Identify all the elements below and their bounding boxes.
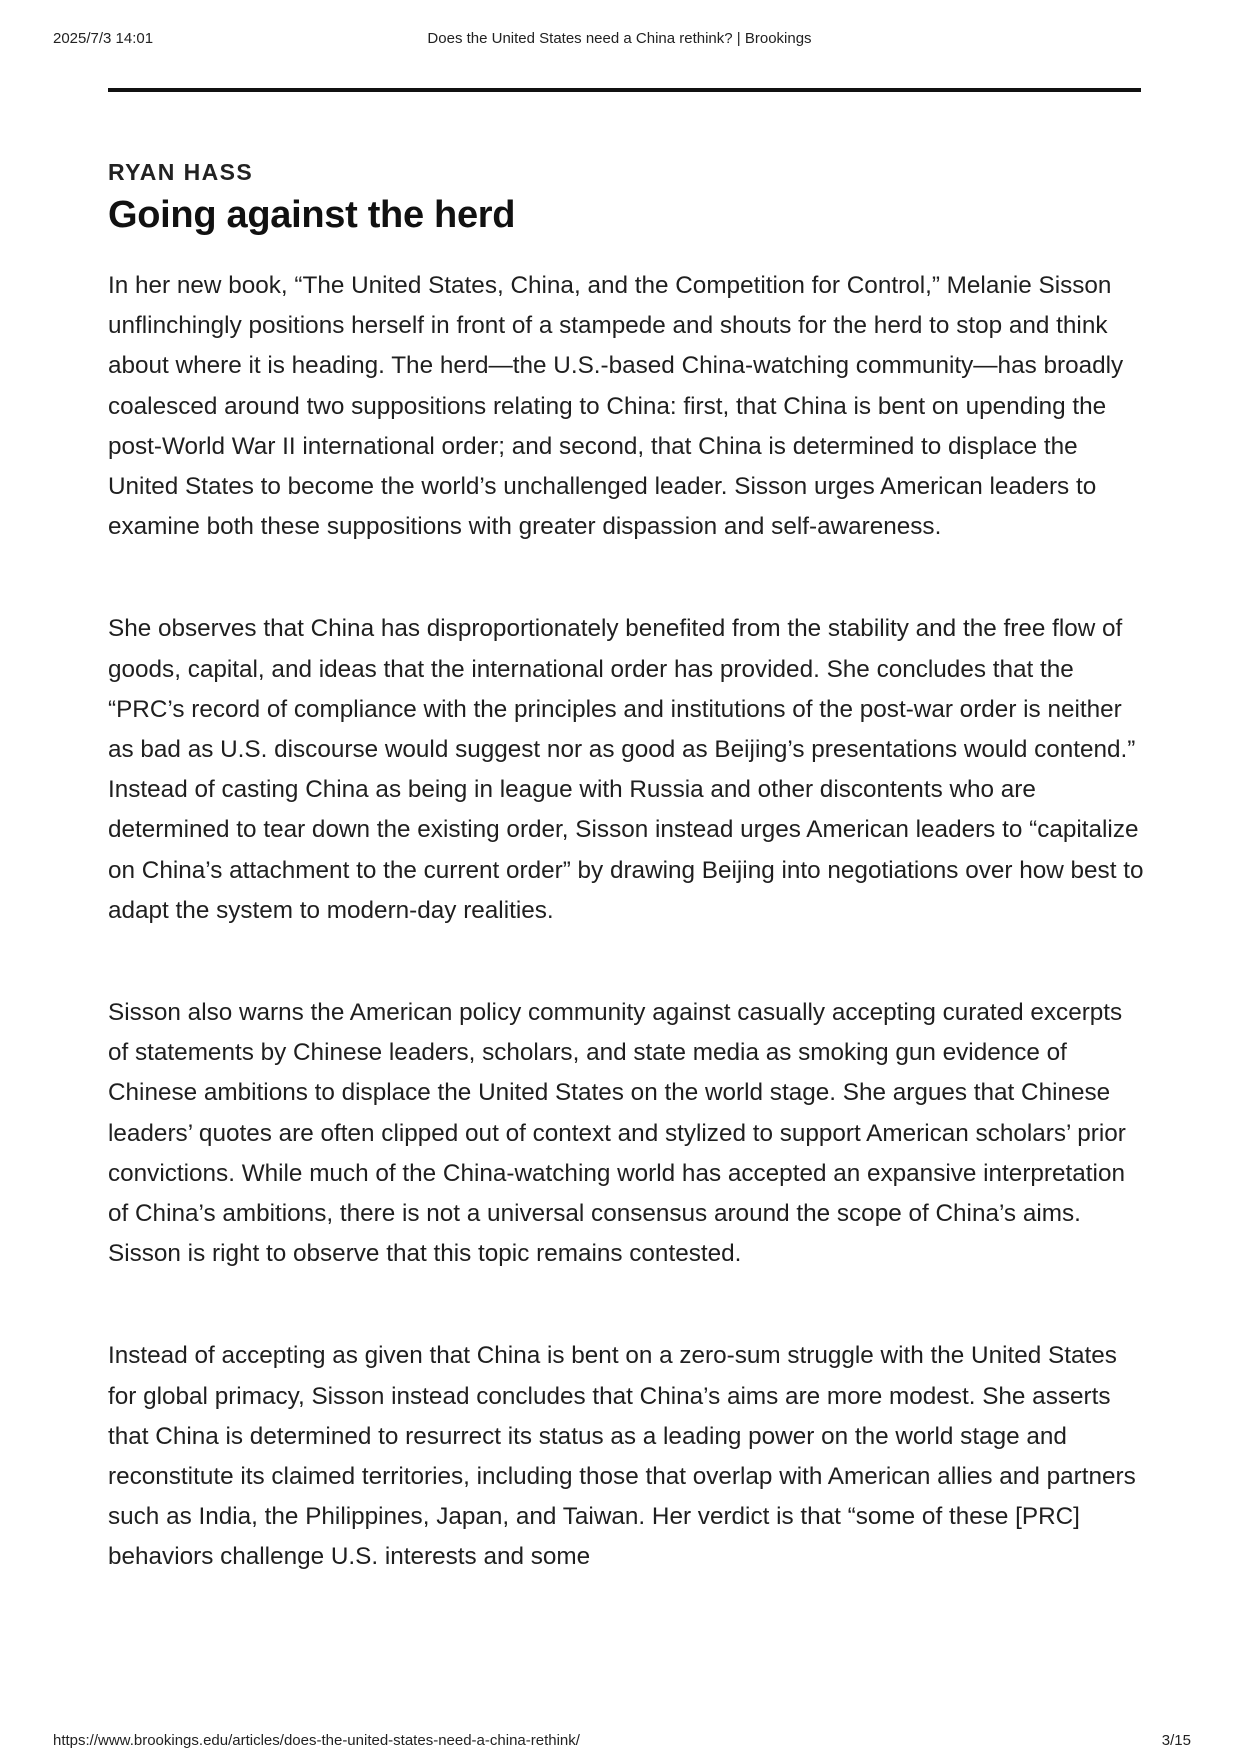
paragraph-1: In her new book, “The United States, China, and the Competition for Control,” Melanie Sisson unflinchingly positions herself in front of a stampede and shouts for the herd to stop and think about where it is heading. The herd—the U.S.-based China-watching community—has broadly coalesced around two suppositions relating to China: first, that China is bent on upending the post-World War II international order; and second, that China is determined to displace the United States to become the world’s unchallenged leader. Sisson urges American leaders to examine both these suppositions with greater dispassion and self-awareness.	[108, 272, 1124, 541]
paragraph-2: She observes that China has disproportionately benefited from the stability and the free flow of goods, capital, and ideas that the international order has provided. She concludes that the “PRC’s record of compliance with the principles and institutions of the post-war order is neither as bad as U.S. discourse would suggest nor as good as Beijing’s presentations would contend.” Instead of casting China as being in league with Russia and other discontents who are determined to tear down the existing order, Sisson instead urges American leaders to “capitalize on China’s attachment to the current order” by drawing Beijing into negotiations over how best to adapt the system to modern-day realities.	[108, 615, 1144, 924]
paragraph-4: Instead of accepting as given that China is bent on a zero-sum struggle with the United States for global primacy, Sisson instead concludes that China’s aims are more modest. She asserts that China is determined to resurrect its status as a leading power on the world stage and reconstitute its claimed territories, including those that overlap with American allies and partners such as India, the Philippines, Japan, and Taiwan. Her verdict is that “some of these [PRC] behaviors challenge U.S. interests and some	[108, 1342, 1136, 1571]
paragraph-3: Sisson also warns the American policy community against casually accepting curated excerpts of statements by Chinese leaders, scholars, and state media as smoking gun evidence of Chinese ambitions to displace the United States on the world stage. She argues that Chinese leaders’ quotes are often clipped out of context and stylized to support American scholars’ prior convictions. While much of the China-watching world has accepted an expansive interpretation of China’s ambitions, there is not a universal consensus around the scope of China’s aims. Sisson is right to observe that this topic remains contested.	[108, 999, 1126, 1268]
print-page-number: 3/15	[1161, 1732, 1191, 1749]
author-name: RYAN HASS	[108, 159, 254, 185]
article-section	[108, 158, 1148, 1578]
section-title: Going against the herd	[108, 194, 516, 236]
top-divider	[108, 88, 1141, 92]
print-page-title: Does the United States need a China rethink? | Brookings	[427, 30, 812, 47]
print-footer-url: https://www.brookings.edu/articles/does-the-united-states-need-a-china-rethink/	[53, 1732, 580, 1749]
print-datetime: 2025/7/3 14:01	[53, 30, 154, 47]
